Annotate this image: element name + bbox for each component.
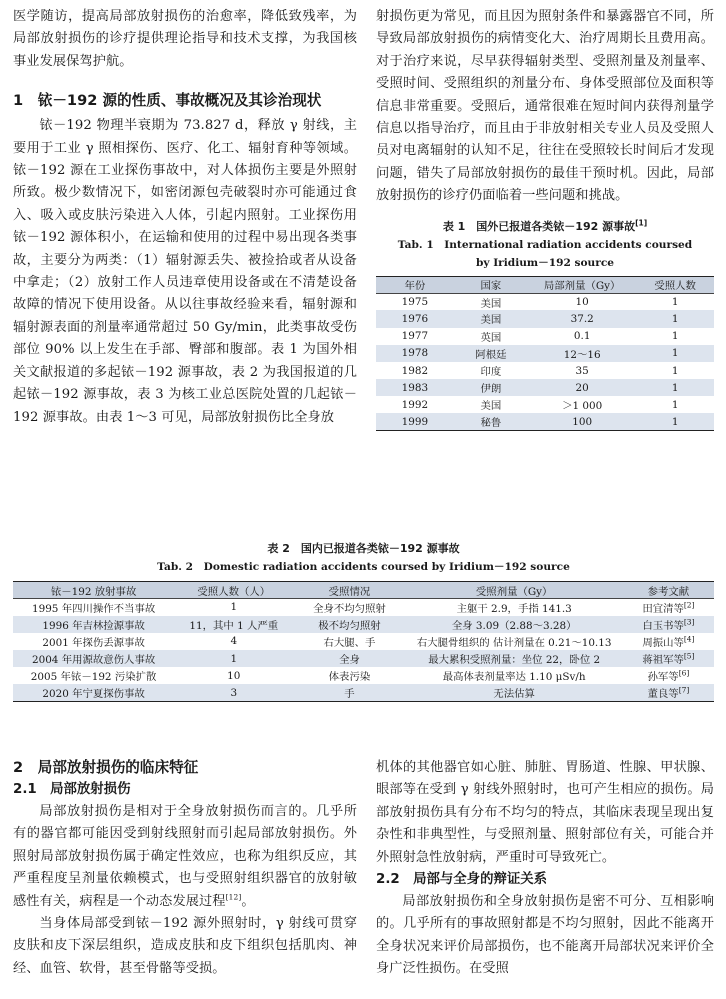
reference-author: 周振山等 <box>642 636 684 649</box>
reference-number: [3] <box>683 617 695 627</box>
table-row <box>376 413 714 430</box>
table-cell: 1 <box>636 413 714 430</box>
section-1-heading: 1 铱－192 源的性质、事故概况及其诊治现状 <box>13 92 322 110</box>
reference-number: [2] <box>683 600 695 610</box>
table-cell: 0.1 <box>573 330 591 343</box>
table-cell: 无法估算 <box>406 684 623 701</box>
right-column-top <box>376 6 714 431</box>
table-cell: ＞1 000 <box>562 400 603 413</box>
table-cell: 1982 <box>401 364 429 377</box>
table-cell: 最高体表剂量率达 1.10 μSv/h <box>442 671 586 684</box>
table-2-caption-zh: 表 2 国内已报道各类铱－192 源事故 <box>267 542 460 555</box>
table-cell: 2005 年铱－192 污染扩散 <box>30 671 157 684</box>
table-cell: 秘鲁 <box>454 413 528 430</box>
table-cell: 主躯干 2.9，手指 141.3 <box>456 602 572 615</box>
table-cell: 1978 <box>376 345 454 362</box>
table-cell: 印度 <box>480 366 502 378</box>
reference-author: 田宜清等 <box>642 602 684 615</box>
subsection-2-1-paragraph-2: 当身体局部受到铱－192 源外照射时，γ 射线可贯穿皮肤和皮下深层组织，造成皮肤和皮下组织包括肌肉、神经、血管、软骨，甚至骨骼等受损。 <box>13 916 357 976</box>
reference-number: [6] <box>678 668 690 678</box>
table-1-header-cell: 受照人数 <box>636 276 714 293</box>
table-cell: 1 <box>636 345 714 362</box>
table-row <box>13 616 714 633</box>
table-cell: 体表污染 <box>328 671 371 684</box>
table-1-header-cell: 年份 <box>376 276 454 293</box>
table-cell: 右大腿、手 <box>323 636 376 649</box>
table-2-header-cell: 受照情况 <box>293 582 405 599</box>
table-cell: 2020 年宁夏探伤事故 <box>13 684 174 701</box>
left-column-top <box>13 6 357 429</box>
table-1-header-cell: 国家 <box>454 276 528 293</box>
table-cell: 1992 <box>401 398 429 411</box>
table-cell: 1 <box>636 379 714 396</box>
table-cell <box>623 616 714 633</box>
table-1-caption-ref: [1] <box>635 218 648 227</box>
table-cell <box>623 633 714 650</box>
table-cell: 2001 年探伤丢源事故 <box>42 636 145 649</box>
table-row <box>13 599 714 616</box>
table-row <box>13 650 714 667</box>
table-cell: 12～16 <box>528 345 636 362</box>
table-row <box>13 684 714 701</box>
table-1-header-row <box>376 276 714 293</box>
table-cell: 伊朗 <box>454 379 528 396</box>
table-1-caption-en-line2: by Iridium－192 source <box>475 256 615 269</box>
table-cell: 手 <box>293 684 405 701</box>
paragraph-text: 局部放射损伤是相对于全身放射损伤而言的。几乎所有的器官都可能因受到射线照射而引起局部放射损伤。外照射局部放射损伤属于确定性效应，也称为组织反应，其严重程度呈剂量依赖模式，也与受照射组织器官的放射敏感性有关，病程是一个动态发展过程 <box>13 804 357 909</box>
table-cell: 1 <box>230 601 238 614</box>
table-cell <box>623 650 714 667</box>
table-cell <box>623 684 714 701</box>
table-cell: 37.2 <box>528 310 636 327</box>
table-row <box>376 345 714 362</box>
table-cell: 全身 3.09（2.88～3.28） <box>406 616 623 633</box>
table-2-header-cell: 铱－192 放射事故 <box>13 582 174 599</box>
reference-author: 蒋祖军等 <box>642 654 684 667</box>
table-cell: 全身 <box>293 650 405 667</box>
left-column-bottom <box>13 757 357 980</box>
table-cell: 1 <box>636 310 714 327</box>
table-cell: 极不均匀照射 <box>293 616 405 633</box>
reference-author: 白玉书等 <box>642 619 684 632</box>
table-cell: 英国 <box>480 331 502 344</box>
table-cell: 美国 <box>480 297 502 310</box>
paragraph-end: 。 <box>241 893 255 909</box>
table-cell: 1983 <box>376 379 454 396</box>
table-row <box>13 667 714 684</box>
right-bottom-paragraph-1: 机体的其他器官如心脏、肺脏、胃肠道、性腺、甲状腺、眼部等在受到 γ 射线外照射时，也可产生相应的损伤。局部放射损伤具有分布不均匀的特点，其临床表现呈现出复杂性和非典型性，与受照剂量、照射部位有关，可能合并外照射急性放射病，严重时可导致死亡。 <box>376 760 714 865</box>
table-row <box>376 310 714 327</box>
table-2-header-cell: 受照剂量（Gy） <box>406 582 623 599</box>
table-2-header-row <box>13 582 714 599</box>
table-cell: 1977 <box>401 330 429 343</box>
table-1 <box>376 218 714 432</box>
table-cell: 2004 年用源故意伤人事故 <box>13 650 174 667</box>
table-row <box>13 633 714 650</box>
table-cell: 100 <box>528 413 636 430</box>
table-cell: 10 <box>227 669 241 682</box>
table-cell: 1 <box>174 650 293 667</box>
subsection-2-1-heading: 2.1 局部放射损伤 <box>13 782 131 797</box>
table-cell: 美国 <box>454 310 528 327</box>
table-cell: 1996 年吉林捡源事故 <box>13 616 174 633</box>
table-cell: 全身不均匀照射 <box>313 602 386 615</box>
table-cell: 1976 <box>376 310 454 327</box>
table-1-caption-zh-text: 表 1 国外已报道各类铱－192 源事故 <box>442 219 636 233</box>
section-1-paragraph: 铱－192 物理半衰期为 73.827 d，释放 γ 射线，主要用于工业 γ 照相探伤、医疗、化工、辐射育种等领域。铱－192 源在工业探伤事故中，对人体损伤主要是外照射所致。极少数情况下，如密闭源包壳破裂时亦可能通过食入、吸入或皮肤污染进入人体，引起内照射。工业探伤用铱－192 源体积小，在运输和使用的过程中易出现各类事故，主要分为两类：（1）辐射源丢失、被捡拾或者从设备中拿走；（2）放射工作人员违章使用设备或在不清楚设备故障的情况下使用设备。从以往事故经验来看，辐射源和辐射源表面的剂量率通常超过 50 Gy/min，此类事故受伤部位 90% 以上发生在手部、臀部和腹部。表 1 为国外相关文献报道的多起铱－192 源事故，表 2 为我国报道的几起铱－192 源事故，表 3 为核工业总医院处置的几起铱－192 源事故。由表 1～3 可见，局部放射损伤比全身放 <box>13 118 357 425</box>
table-row <box>376 362 714 379</box>
table-1-header-cell: 局部剂量（Gy） <box>528 276 636 293</box>
reference-number: [5] <box>683 651 695 661</box>
table-1-grid <box>376 276 714 432</box>
table-cell: 1995 年四川操作不当事故 <box>31 602 156 615</box>
table-2-grid <box>13 581 714 702</box>
table-2 <box>13 540 714 702</box>
table-row <box>376 328 714 345</box>
table-cell: 右大腿骨组织的 估计剂量在 0.21～10.13 <box>416 636 612 649</box>
reference-author: 董良等 <box>647 688 679 701</box>
subsection-2-2-paragraph: 局部放射损伤和全身放射损伤是密不可分、互相影响的。几乎所有的事故照射都是不均匀照射，因此不能离开全身状况来评价局部损伤，也不能离开局部状况来评价全身广泛性损伤。在受照 <box>376 894 714 977</box>
table-cell <box>623 667 714 684</box>
table-cell: 4 <box>230 635 238 648</box>
table-cell: 1975 <box>401 296 429 308</box>
table-cell: 1 <box>671 296 679 308</box>
table-cell: 1 <box>671 330 679 343</box>
reference-number: [7] <box>678 685 690 695</box>
table-cell: 1 <box>671 364 679 377</box>
section-2-heading: 2 局部放射损伤的临床特征 <box>13 759 199 776</box>
table-cell: 3 <box>174 684 293 701</box>
table-cell: 1999 <box>376 413 454 430</box>
table-2-caption-en: Tab. 2 Domestic radiation accidents coursed by Iridium－192 source <box>157 561 570 573</box>
table-cell: 美国 <box>480 400 502 413</box>
citation-ref: [12] <box>225 892 242 902</box>
table-cell: 20 <box>528 379 636 396</box>
table-cell: 阿根廷 <box>454 345 528 362</box>
table-cell: 10 <box>575 296 589 308</box>
table-1-caption-en-line1: Tab. 1 International radiation accidents coursed <box>397 238 693 251</box>
table-row <box>376 379 714 396</box>
table-2-header-cell: 参考文献 <box>623 582 714 599</box>
reference-number: [4] <box>683 634 695 644</box>
table-cell: 最大累积受照剂量：坐位 22，卧位 2 <box>406 650 623 667</box>
table-cell: 1 <box>671 398 679 411</box>
right-top-paragraph: 射损伤更为常见，而且因为照射条件和暴露器官不同，所导致局部放射损伤的病情变化大、治疗周期长且费用高。对于治疗来说，尽早获得辐射类型、受照剂量及剂量率、受照时间、受照组织的剂量分布、身体受照部位及面积等信息非常重要。受照后，通常很难在短时间内获得剂量学信息以指导治疗，而且由于非放射相关专业人员及受照人员对电离辐射的认知不足，往往在受照较长时间后才发现问题，错失了局部放射损伤的最佳干预时机。因此，局部放射损伤的诊疗仍面临着一些问题和挑战。 <box>376 9 714 204</box>
table-row <box>376 396 714 413</box>
table-cell: 11，其中 1 人严重 <box>174 616 293 633</box>
table-2-header-cell: 受照人数（人） <box>174 582 293 599</box>
subsection-2-2-heading: 2.2 局部与全身的辩证关系 <box>376 872 548 888</box>
table-cell <box>623 599 714 616</box>
right-column-bottom <box>376 757 714 981</box>
reference-author: 孙军等 <box>647 671 679 684</box>
subsection-2-1-paragraph-1 <box>13 801 357 913</box>
table-row <box>376 293 714 310</box>
table-1-caption-zh <box>376 218 714 236</box>
table-cell: 35 <box>575 364 589 377</box>
intro-tail-paragraph: 医学随访，提高局部放射损伤的治愈率，降低致残率，为局部放射损伤的诊疗提供理论指导和技术支撑，为我国核事业发展保驾护航。 <box>13 9 357 69</box>
